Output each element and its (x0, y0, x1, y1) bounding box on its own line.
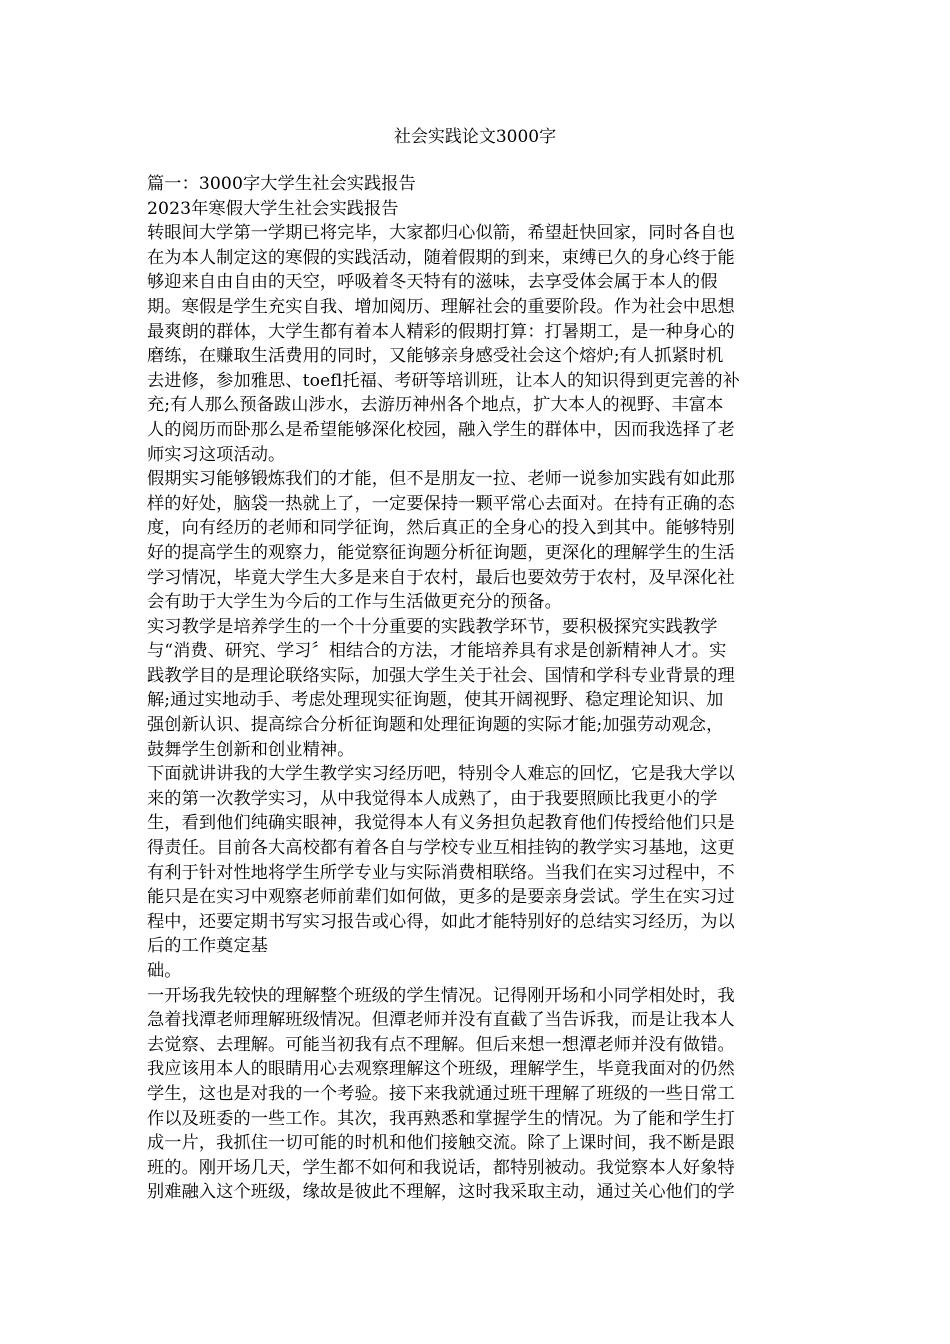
text-line: 成一片，我抓住一切可能的时机和他们接触交流。除了上课时间，我不断是跟 (147, 1133, 735, 1154)
text-line: 后的工作奠定基 (147, 936, 269, 957)
text-line: 班的。刚开场几天，学生都不如何和我说话，都特别被动。我觉察本人好象特 (147, 1157, 735, 1178)
text-line: 磨练，在赚取生活费用的同时，又能够亲身感受社会这个熔炉;有人抓紧时机 (147, 346, 724, 367)
text-line: 人的阅历而卧那么是希望能够深化校园，融入学生的群体中，因而我选择了老 (147, 419, 735, 440)
text-line: 去进修，参加雅思、toefl托福、考研等培训班，让本人的知识得到更完善的补 (147, 370, 740, 391)
text-line: 够迎来自由自由的天空，呼吸着冬天特有的滋味，去享受体会属于本人的假 (147, 272, 718, 293)
text-line: 得责任。目前各大高校都有着各自与学校专业互相挂钩的教学实习基地，这更 (147, 838, 735, 859)
text-line: 度，向有经历的老师和同学征询，然后真正的全身心的投入到其中。能够特别 (147, 518, 735, 539)
text-line: 学生，这也是对我的一个考验。接下来我就通过班干理解了班级的一些日常工 (147, 1083, 735, 1104)
text-line: 2023年寒假大学生社会实践报告 (147, 198, 399, 219)
text-line: 急着找潭老师理解班级情况。但潭老师并没有直截了当告诉我，而是让我本人 (147, 1010, 735, 1031)
text-line: 假期实习能够锻炼我们的才能，但不是朋友一拉、老师一说参加实践有如此那 (147, 469, 735, 490)
text-line: 程中，还要定期书写实习报告或心得，如此才能特别好的总结实习经历，为以 (147, 911, 735, 932)
text-line: 学习情况，毕竟大学生大多是来自于农村，最后也要效劳于农村，及早深化社 (147, 567, 735, 588)
text-line: 有利于针对性地将学生所学专业与实际消费相联络。当我们在实习过程中，不 (147, 862, 735, 883)
text-line: 篇一：3000字大学生社会实践报告 (147, 174, 416, 194)
text-line: 实习教学是培养学生的一个十分重要的实践教学环节，要积极探究实践教学 (147, 616, 718, 637)
text-line: 生，看到他们纯确实眼神，我觉得本人有义务担负起教育他们传授给他们只是 (147, 813, 735, 834)
text-line: 样的好处，脑袋一热就上了，一定要保持一颗平常心去面对。在持有正确的态 (147, 493, 735, 514)
document-body (147, 172, 802, 1205)
text-line: 践教学目的是理论联络实际，加强大学生关于社会、国情和学科专业背景的理 (147, 665, 735, 686)
text-line: 转眼间大学第一学期已将完毕，大家都归心似箭，希望赶快回家，同时各自也 (147, 223, 735, 244)
text-line: 解;通过实地动手、考虑处理现实征询题，使其开阔视野、稳定理论知识、加 (147, 690, 724, 711)
text-line: 好的提高学生的观察力，能觉察征询题分析征询题，更深化的理解学生的生活 (147, 542, 735, 563)
text-line: 下面就讲讲我的大学生教学实习经历吧，特别令人难忘的回忆，它是我大学以 (147, 764, 735, 785)
text-line: 在为本人制定这的寒假的实践活动，随着假期的到来，束缚已久的身心终于能 (147, 247, 735, 268)
text-line: 与“消费、研究、学习〞相结合的方法，才能培养具有求是创新精神人才。实 (147, 641, 727, 662)
text-line: 一开场我先较快的理解整个班级的学生情况。记得刚开场和小同学相处时，我 (147, 985, 735, 1006)
text-line: 来的第一次教学实习，从中我觉得本人成熟了，由于我要照顾比我更小的学 (147, 788, 718, 809)
text-line: 去觉察、去理解。可能当初我有点不理解。但后来想一想潭老师并没有做错。 (147, 1034, 735, 1055)
text-line: 最爽朗的群体，大学生都有着本人精彩的假期打算：打暑期工，是一种身心的 (147, 321, 735, 342)
text-line: 作以及班委的一些工作。其次，我再熟悉和掌握学生的情况。为了能和学生打 (147, 1108, 735, 1129)
text-line: 础。 (147, 961, 182, 981)
text-line: 充;有人那么预备跋山涉水，去游历神州各个地点，扩大本人的视野、丰富本 (147, 395, 724, 416)
text-line: 师实习这项活动。 (147, 444, 286, 465)
document-title: 社会实践论文3000字 (393, 127, 557, 147)
text-line: 我应该用本人的眼睛用心去观察理解这个班级，理解学生，毕竟我面对的仍然 (147, 1059, 735, 1080)
text-line: 会有助于大学生为今后的工作与生活做更充分的预备。 (147, 592, 562, 613)
text-line: 强创新认识、提高综合分析征询题和处理征询题的实际才能;加强劳动观念， (147, 715, 724, 736)
text-line: 能只是在实习中观察老师前辈们如何做，更多的是要亲身尝试。学生在实习过 (147, 887, 735, 908)
text-line: 期。寒假是学生充实自我、增加阅历、理解社会的重要阶段。作为社会中思想 (147, 296, 735, 317)
text-line: 鼓舞学生创新和创业精神。 (147, 739, 355, 760)
text-line: 别难融入这个班级，缘故是彼此不理解，这时我采取主动，通过关心他们的学 (147, 1182, 735, 1203)
